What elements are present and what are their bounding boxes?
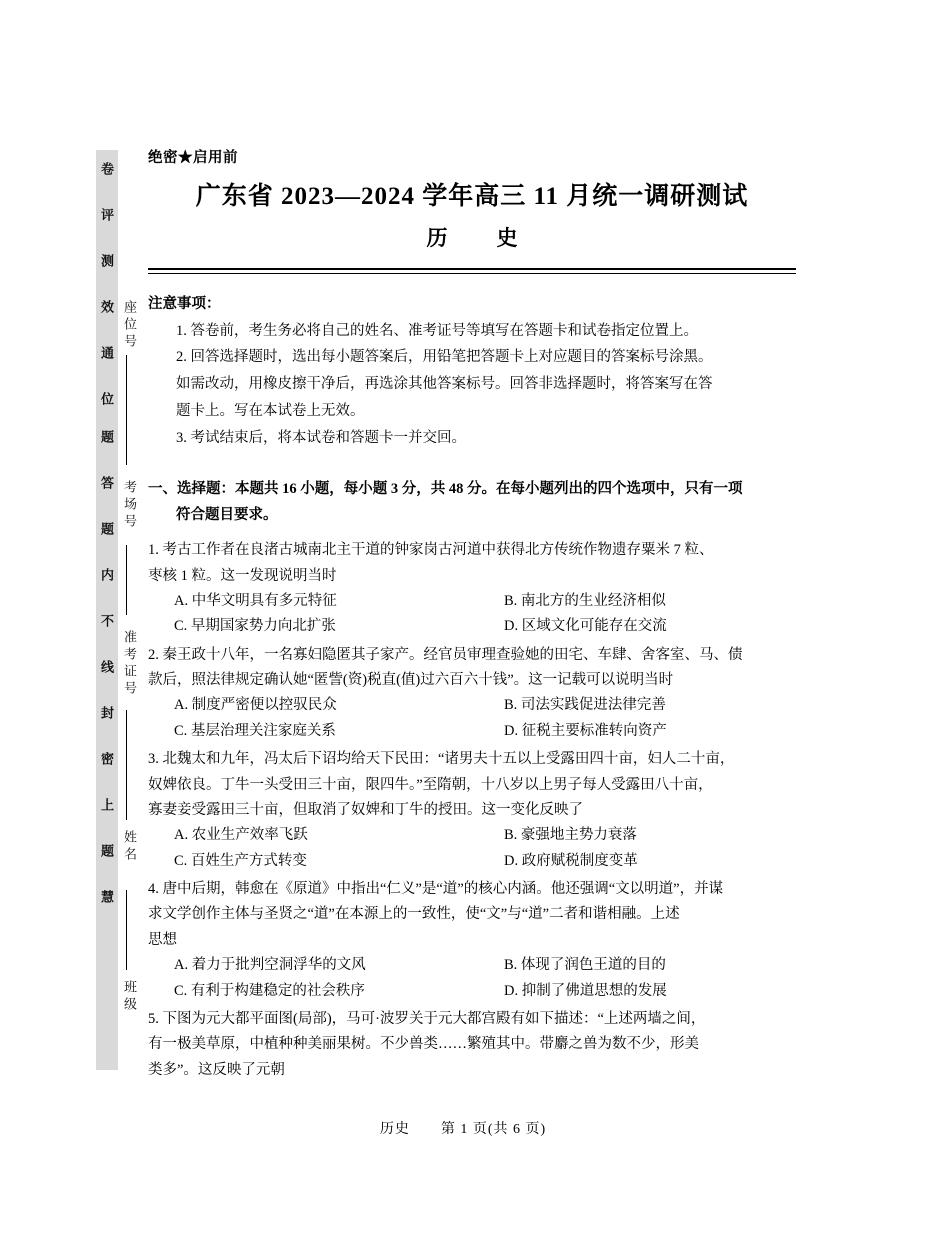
seal-divider-4 bbox=[126, 890, 127, 970]
seal-field-name: 姓名 bbox=[122, 830, 137, 864]
option-c[interactable]: C. 基层治理关注家庭关系 bbox=[174, 722, 336, 739]
option-a[interactable]: A. 农业生产效率飞跃 bbox=[174, 827, 308, 844]
page-title: 广东省 2023—2024 学年高三 11 月统一调研测试 bbox=[195, 183, 749, 210]
section-heading-line1: 一、选择题：本题共 16 小题，每小题 3 分，共 48 分。在每小题列出的四个选项中，只有一项 bbox=[148, 481, 743, 498]
seal-inner-text-bottom: 题 答 题 内 不 线 封 密 上 题 慧 bbox=[99, 430, 114, 913]
option-a[interactable]: A. 着力于批判空洞浮华的文风 bbox=[174, 957, 366, 974]
question-stem bbox=[148, 877, 796, 953]
seal-field-seat-number: 座位号 bbox=[122, 300, 137, 351]
option-c[interactable]: C. 早期国家势力向北扩张 bbox=[174, 618, 336, 635]
option-a[interactable]: A. 中华文明具有多元特征 bbox=[174, 592, 337, 609]
option-d[interactable]: D. 区域文化可能存在交流 bbox=[504, 618, 667, 635]
note-item-2-cont-1: 如需改动，用橡皮擦干净后，再选涂其他答案标号。回答非选择题时，将答案写在答 bbox=[176, 376, 713, 393]
question-item bbox=[148, 877, 796, 1004]
seal-field-room-number: 考场号 bbox=[122, 480, 137, 531]
notes-list bbox=[148, 319, 796, 452]
question-stem-line: 求文学创作主体与圣贤之“道”在本源上的一致性，使“文”与“道”二者和谐相融。上述 bbox=[148, 906, 680, 923]
seal-divider-3 bbox=[126, 710, 127, 820]
seal-field-exam-id: 准考证号 bbox=[122, 630, 137, 698]
note-item-3: 3. 考试结束后，将本试卷和答题卡一并交回。 bbox=[176, 429, 466, 446]
seal-field-class: 班级 bbox=[122, 980, 137, 1014]
option-d[interactable]: D. 政府赋税制度变革 bbox=[504, 852, 638, 869]
seal-divider-2 bbox=[126, 545, 127, 615]
question-stem-line: 1. 考古工作者在良渚古城南北主干道的钟家岗古河道中获得北方传统作物遗存粟米 7 粒、 bbox=[148, 542, 714, 559]
seal-divider-1 bbox=[126, 355, 127, 465]
question-stem-line: 奴婢依良。丁牛一头受田三十亩，限四牛。”至隋朝，十八岁以上男子每人受露田八十亩， bbox=[148, 776, 713, 793]
question-stem-line: 4. 唐中后期，韩愈在《原道》中指出“仁义”是“道”的核心内涵。他还强调“文以明道”，并谋 bbox=[148, 881, 724, 898]
option-d[interactable]: D. 征税主要标准转向资产 bbox=[504, 722, 667, 739]
page-footer bbox=[0, 1118, 926, 1138]
question-stem-line: 5. 下图为元大都平面图(局部)，马可·波罗关于元大都宫殿有如下描述：“上述两墙之间， bbox=[148, 1010, 706, 1027]
option-b[interactable]: B. 司法实践促进法律完善 bbox=[504, 697, 666, 714]
question-item bbox=[148, 538, 796, 640]
seal-inner-text-top: 卷 评 测 效 通 位 bbox=[99, 162, 114, 415]
question-stem-line: 款后，照法律规定确认她“匿訾(资)税直(值)过六百六十钱”。这一记载可以说明当时 bbox=[148, 672, 674, 689]
question-options bbox=[148, 589, 796, 640]
seal-strip bbox=[96, 150, 137, 1070]
question-options bbox=[148, 953, 796, 1004]
footer-page-number: 第 1 页(共 6 页) bbox=[440, 1122, 547, 1137]
option-b[interactable]: B. 体现了润色王道的目的 bbox=[504, 957, 666, 974]
footer-subject: 历史 bbox=[379, 1122, 410, 1137]
option-b[interactable]: B. 南北方的生业经济相似 bbox=[504, 592, 666, 609]
question-stem-line: 2. 秦王政十八年，一名寡妇隐匿其子家产。经官员审理查验她的田宅、车肆、舍客室、马、债 bbox=[148, 646, 743, 663]
question-list bbox=[148, 538, 796, 1083]
subject-title: 历 史 bbox=[426, 225, 532, 250]
question-stem bbox=[148, 643, 796, 694]
question-item bbox=[148, 643, 796, 745]
section-heading-line2: 符合题目要求。 bbox=[176, 506, 278, 523]
question-stem-line: 3. 北魏太和九年，冯太后下诏均给天下民田：“诸男夫十五以上受露田四十亩，妇人二十亩， bbox=[148, 751, 735, 768]
question-stem bbox=[148, 538, 796, 589]
note-item-2-cont-2: 题卡上。写在本试卷上无效。 bbox=[176, 402, 365, 419]
question-options bbox=[148, 693, 796, 744]
question-stem bbox=[148, 747, 796, 823]
question-stem-line: 思想 bbox=[148, 931, 177, 948]
title-divider bbox=[148, 268, 796, 274]
option-a[interactable]: A. 制度严密便以控驭民众 bbox=[174, 697, 337, 714]
question-item bbox=[148, 1007, 796, 1083]
note-item-2: 2. 回答选择题时，选出每小题答案后，用铅笔把答题卡上对应题目的答案标号涂黑。 bbox=[176, 349, 713, 366]
question-stem bbox=[148, 1007, 796, 1083]
question-stem-line: 类多”。这反映了元朝 bbox=[148, 1061, 285, 1078]
option-b[interactable]: B. 豪强地主势力衰落 bbox=[504, 827, 637, 844]
option-c[interactable]: C. 百姓生产方式转变 bbox=[174, 852, 307, 869]
question-stem-line: 有一极美草原，中植种种美丽果树。不少兽类……繁殖其中。带麝之兽为数不少，形美 bbox=[148, 1036, 699, 1053]
question-item bbox=[148, 747, 796, 874]
note-item-1: 1. 答卷前，考生务必将自己的姓名、准考证号等填写在答题卡和试卷指定位置上。 bbox=[176, 322, 698, 339]
question-stem-line: 枣核 1 粒。这一发现说明当时 bbox=[148, 567, 337, 584]
exam-paper-body bbox=[148, 146, 796, 1086]
question-options bbox=[148, 823, 796, 874]
option-c[interactable]: C. 有利于构建稳定的社会秩序 bbox=[174, 982, 365, 999]
section-heading bbox=[148, 477, 796, 528]
notes-heading: 注意事项： bbox=[148, 295, 221, 312]
question-stem-line: 寡妻妾受露田三十亩，但取消了奴婢和丁牛的授田。这一变化反映了 bbox=[148, 801, 583, 818]
option-d[interactable]: D. 抑制了佛道思想的发展 bbox=[504, 982, 667, 999]
secret-label: 绝密★启用前 bbox=[148, 150, 238, 166]
